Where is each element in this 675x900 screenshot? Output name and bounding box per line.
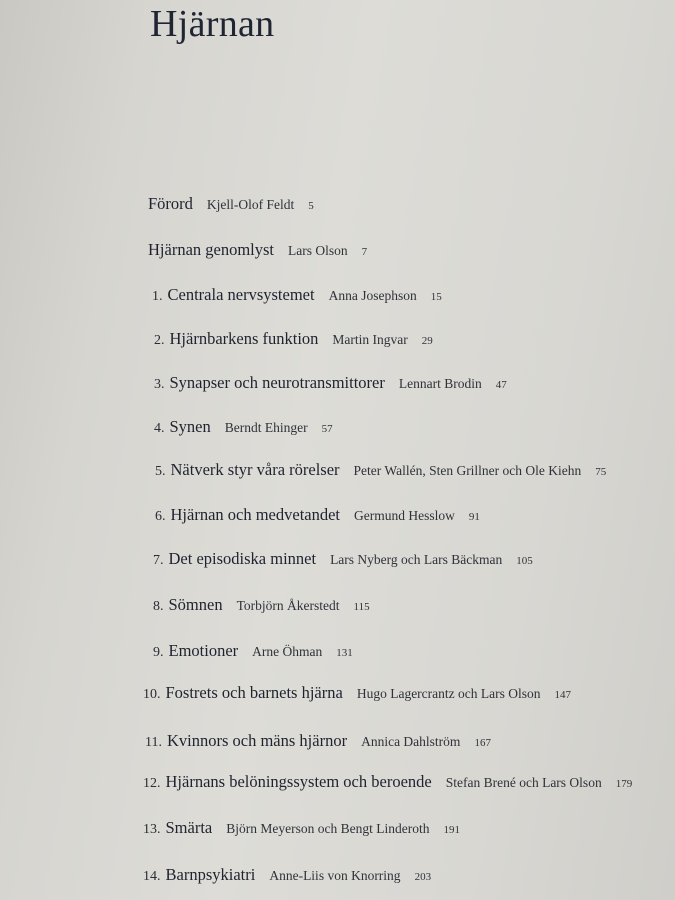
page-number: 115 — [353, 601, 370, 613]
chapter-number: 7. — [153, 553, 164, 568]
page-number: 203 — [414, 871, 432, 883]
chapter-number: 1. — [152, 289, 163, 304]
toc-entry — [155, 505, 480, 525]
chapter-title: Synen — [169, 417, 211, 436]
chapter-author: Lars Olson — [288, 243, 348, 258]
page-number: 47 — [495, 379, 507, 391]
toc-entry — [143, 818, 460, 838]
chapter-author: Hugo Lagercrantz och Lars Olson — [356, 686, 541, 701]
toc-entry — [148, 194, 314, 214]
chapter-author: Torbjörn Åkerstedt — [236, 598, 340, 613]
chapter-number: 2. — [154, 333, 165, 348]
chapter-title: Kvinnors och mäns hjärnor — [166, 731, 348, 750]
toc-entry — [154, 329, 433, 349]
chapter-number: 6. — [155, 509, 166, 524]
chapter-title: Det episodiska minnet — [168, 549, 317, 568]
chapter-author: Berndt Ehinger — [224, 420, 308, 435]
chapter-title: Hjärnan genomlyst — [148, 240, 275, 259]
page-number: 179 — [615, 778, 633, 790]
page-number: 191 — [443, 824, 460, 836]
toc-entry — [153, 595, 370, 615]
toc-entry — [148, 240, 367, 260]
chapter-author: Anne-Liis von Knorring — [269, 868, 401, 883]
chapter-title: Nätverk styr våra rörelser — [170, 460, 340, 479]
chapter-number: 11. — [145, 735, 162, 750]
page-title: Hjärnan — [150, 3, 275, 45]
page-number: 7 — [361, 246, 368, 258]
chapter-author: Annica Dahlström — [361, 734, 461, 749]
chapter-title: Hjärnan och medvetandet — [170, 505, 341, 524]
chapter-title: Smärta — [165, 818, 213, 837]
chapter-author: Peter Wallén, Sten Grillner och Ole Kiehn — [353, 463, 582, 478]
chapter-author: Lennart Brodin — [398, 376, 482, 391]
page-number: 57 — [321, 423, 333, 435]
toc-entry — [154, 417, 333, 437]
toc-entry — [152, 285, 442, 305]
page-number: 131 — [336, 647, 353, 659]
chapter-author: Stefan Brené och Lars Olson — [445, 775, 602, 790]
toc-entry — [143, 683, 571, 703]
chapter-title: Emotioner — [168, 641, 239, 660]
page-number: 91 — [468, 511, 480, 523]
chapter-title: Centrala nervsystemet — [167, 285, 315, 304]
chapter-author: Anna Josephson — [328, 288, 417, 303]
page-number: 5 — [308, 200, 314, 212]
chapter-author: Björn Meyerson och Bengt Linderoth — [226, 821, 430, 836]
chapter-number: 8. — [153, 599, 164, 614]
chapter-title: Hjärnans belöningssystem och beroende — [165, 772, 432, 791]
chapter-number: 5. — [155, 464, 166, 479]
chapter-author: Kjell-Olof Feldt — [206, 197, 295, 212]
page-number: 105 — [516, 555, 533, 567]
chapter-number: 13. — [143, 822, 161, 837]
page-number: 147 — [554, 689, 572, 701]
toc-entry — [153, 549, 533, 569]
page-number: 29 — [421, 335, 433, 347]
toc-entry — [155, 460, 606, 480]
toc-entry — [143, 772, 632, 792]
page-number: 75 — [595, 466, 607, 478]
toc-entry — [143, 865, 431, 885]
chapter-number: 4. — [154, 421, 165, 436]
chapter-author: Martin Ingvar — [332, 332, 408, 347]
chapter-title: Förord — [148, 194, 193, 213]
chapter-title: Synapser och neurotransmittorer — [169, 373, 385, 392]
chapter-title: Hjärnbarkens funktion — [169, 329, 319, 348]
chapter-title: Sömnen — [168, 595, 223, 614]
chapter-author: Lars Nyberg och Lars Bäckman — [330, 552, 503, 567]
chapter-number: 9. — [153, 645, 164, 660]
toc-entry — [153, 641, 353, 661]
chapter-number: 12. — [143, 776, 161, 791]
chapter-author: Arne Öhman — [252, 644, 323, 659]
chapter-title: Fostrets och barnets hjärna — [165, 683, 343, 702]
page-number: 15 — [430, 291, 442, 303]
toc-entry — [154, 373, 507, 393]
chapter-number: 14. — [143, 869, 161, 884]
toc-entry — [145, 731, 491, 751]
chapter-title: Barnpsykiatri — [165, 865, 256, 884]
page-number: 167 — [474, 737, 491, 749]
chapter-author: Germund Hesslow — [354, 508, 455, 523]
chapter-number: 3. — [154, 377, 165, 392]
chapter-number: 10. — [143, 687, 161, 702]
